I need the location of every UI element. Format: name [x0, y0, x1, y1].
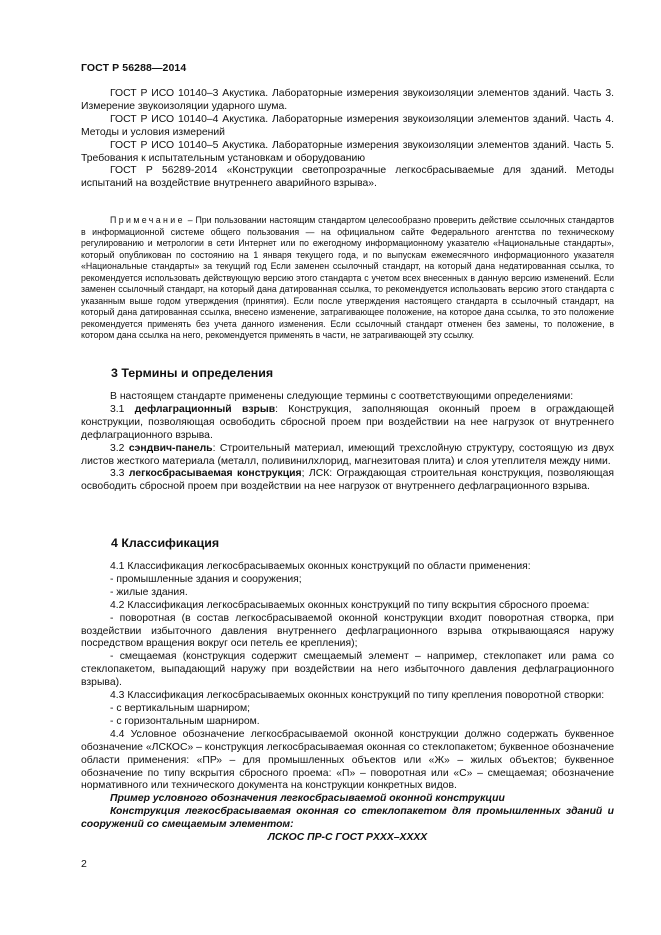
document-header: ГОСТ Р 56288—2014: [81, 62, 187, 74]
list-item: - промышленные здания и сооружения;: [110, 573, 302, 585]
example-code: ЛСКОС ПР-С ГОСТ РXXX–XXXX: [267, 832, 428, 844]
list-item: - с горизонтальным шарниром.: [110, 715, 260, 727]
list-item: - поворотная (в состав легкосбрасываемой оконной конструкции входит поворотная створка, при воздействии избыточного давления внутреннего дефлаграционного взрыва открывающаяся наружу посредством вращения вокруг оси петель ее крепления);: [81, 612, 614, 650]
term-number: 3.3: [110, 468, 129, 480]
reference-item: ГОСТ Р ИСО 10140–3 Акустика. Лабораторные измерения звукоизоляции элементов зданий. Часть 3. Измерение звукоизоляции ударного шума.: [81, 88, 614, 112]
section-4-title: 4 Классификация: [111, 536, 220, 550]
list-item: - с вертикальным шарниром;: [110, 702, 251, 714]
term-number: 3.1: [110, 403, 135, 415]
term-definition: [81, 404, 614, 443]
reference-item: ГОСТ Р ИСО 10140–4 Акустика. Лабораторные измерения звукоизоляции элементов зданий. Часть 4. Методы и условия измерений: [81, 113, 614, 138]
clause-line: 4.4 Условное обозначение легкосбрасываемой оконной конструкции должно содержать буквенное обозначение «ЛСКОС» – конструкция легкосбрасываемая оконная со стеклопакетом; буквенное обозначение области применения: «ПР» – для промышленных объектов или «Ж» – жилых объектов; буквенное обозначение по типу вскрытия сбросного проема: «П» – поворотная или «С» – смещаемая; обозначение нормативного или технического документа на конструкции конкретных видов.: [81, 728, 615, 792]
reference-item: ГОСТ Р 56289-2014 «Конструкции светопрозрачные легкосбрасываемые для зданий. Методы испытаний на воздействие внутреннего аварийного взрыва».: [81, 165, 614, 190]
note-label: Примечание: [110, 215, 185, 225]
page-number: 2: [81, 858, 87, 870]
term-text: ; ЛСК: Ограждающая строительная конструкция, позволяющая освободить сбросной проем при воздействии на нее нагрузок от внутреннего дефлаграционного взрыва.: [81, 468, 614, 493]
note-block: [81, 215, 614, 342]
note-text: – При пользовании настоящим стандартом целесообразно проверить действие ссылочных стандартов в информационной системе общего пользования — на официальном сайте Федерального агентства по техническому регулированию и метрологии в сети Интернет или по ежегодному информационному указателю «Национальные стандарты», который опубликован по состоянию на 1 января текущего года, и по выпускам ежемесячного информационного указателя «Национальные стандарты» за текущий год Если заменен ссылочный стандарт, на который дана недатированная ссылка, то рекомендуется использовать действующую версию этого стандарта с учетом всех внесенных в данную версию изменений. Если заменен ссылочный стандарт, на который дана датированная ссылка, то рекомендуется использовать версию этого стандарта с указанным выше годом утверждения (принятия). Если после утверждения настоящего стандарта в ссылочный стандарт, на который дана датированная ссылка, внесено изменение, затрагивающее положение, на которое дана ссылка, то это положение рекомендуется применять без учета данного изменения. Если ссылочный стандарт отменен без замены, то положение, в котором дана ссылка на него, рекомендуется применять в части, не затрагивающей эту ссылку.: [81, 215, 614, 340]
term-text: : Конструкция, заполняющая оконный проем в ограждающей конструкции, позволяющая освободить сбросной проем при воздействии на нее нагрузок от внутреннего дефлаграционного взрыва.: [81, 403, 614, 441]
term-number: 3.2: [110, 442, 129, 454]
list-item: - жилые здания.: [110, 586, 188, 598]
term-text: : Строительный материал, имеющий трехслойную структуру, состоящую из двух листов жесткого материала (металл, поливинилхлорид, магнезитовая плита) и слоя утеплителя между ними.: [81, 442, 614, 467]
section-3-title: 3 Термины и определения: [111, 366, 274, 380]
term-name: дефлаграционный взрыв: [134, 403, 276, 415]
clause-line: 4.2 Классификация легкосбрасываемых оконных конструкций по типу вскрытия сбросного проема:: [110, 599, 590, 611]
note-paragraph: [81, 215, 614, 342]
term-definition: [81, 443, 614, 469]
section-3-intro: В настоящем стандарте применены следующие термины с соответствующими определениями:: [110, 391, 574, 402]
normative-references: [81, 88, 614, 191]
reference-item: ГОСТ Р ИСО 10140–5 Акустика. Лабораторные измерения звукоизоляции элементов зданий. Часть 5. Требования к испытательным установкам и оборудованию: [81, 139, 614, 164]
example-text: Конструкция легкосбрасываемая оконная со стеклопакетом для промышленных зданий и сооружений со смещаемым элементом:: [81, 806, 614, 831]
section-4-body: [81, 561, 614, 845]
clause-line: 4.1 Классификация легкосбрасываемых оконных конструкций по области применения:: [110, 561, 531, 572]
list-item: - смещаемая (конструкция содержит смещаемый элемент – например, стеклопакет или рама со стеклопакетом, выпадающий наружу при воздействии на него избыточного давления дефлаграционного взрыва).: [81, 651, 614, 689]
clause-line: 4.3 Классификация легкосбрасываемых оконных конструкций по типу крепления поворотной створки:: [110, 690, 605, 702]
term-name: легкосбрасываемая конструкция: [128, 468, 302, 480]
term-name: сэндвич-панель: [128, 442, 213, 454]
section-3-body: [81, 391, 614, 494]
term-definition: [81, 468, 614, 494]
example-title: Пример условного обозначения легкосбрасываемой оконной конструкции: [110, 793, 505, 805]
